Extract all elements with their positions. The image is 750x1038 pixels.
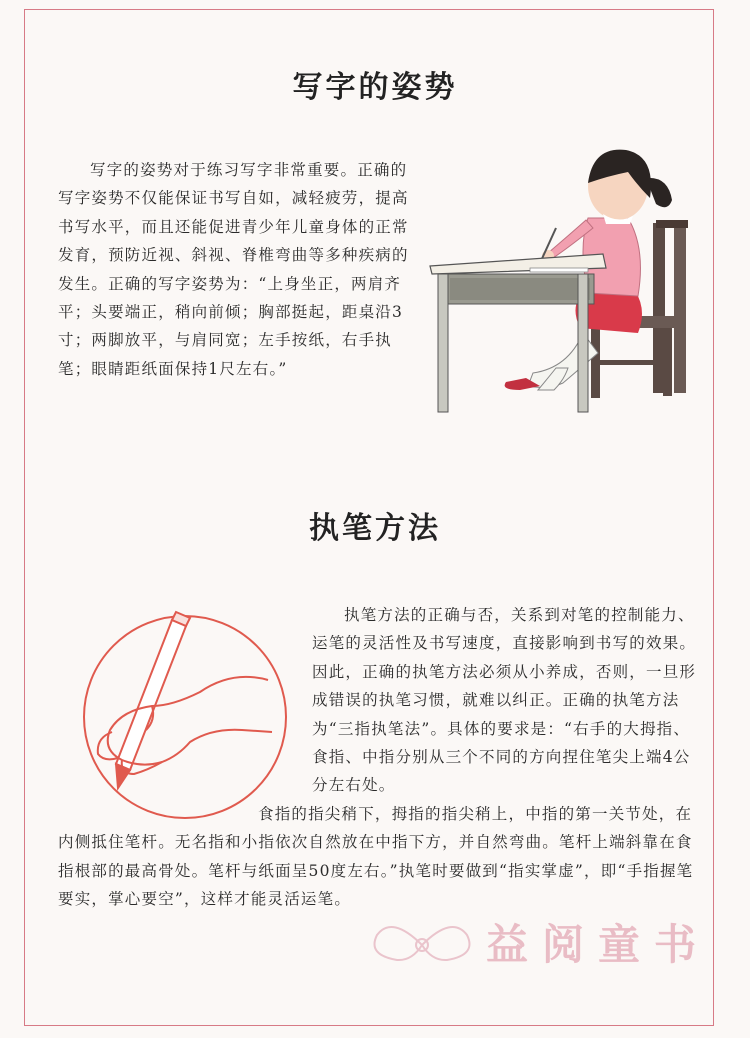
watermark-text: 益阅童书 <box>486 920 711 969</box>
section-title-writing-posture: 写字的姿势 <box>292 70 458 105</box>
watermark-logo-icon <box>362 905 482 985</box>
paragraph-pen-holding-detail: 食指的指尖稍下，拇指的指尖稍上，中指的第一关节处，在内侧抵住笔杆。无名指和小指依次自然放在中指下方，并自然弯曲。笔杆上端斜靠在食指根部的最高骨处。笔杆与纸面呈50度左右。”执笔时要做到“指实掌虚”，即“手指握笔要实，掌心要空”，这样才能灵活运笔。 <box>58 805 694 909</box>
girl-writing-illustration <box>428 128 698 413</box>
paragraph-pen-holding-intro: 执笔方法的正确与否，关系到对笔的控制能力、运笔的灵活性及书写速度，直接影响到书写的效果。因此，正确的执笔方法必须从小养成，否则，一旦形成错误的执笔习惯，就难以纠正。正确的执笔方法为“三指执笔法”。具体的要求是：“右手的大拇指、食指、中指分别从三个不同的方向捏住笔尖上端4公分左右处。 <box>312 606 697 795</box>
section-title-pen-holding: 执笔方法 <box>309 511 441 546</box>
hand-holding-pencil-illustration <box>82 610 292 825</box>
paragraph-writing-posture: 写字的姿势对于练习写字非常重要。正确的写字姿势不仅能保证书写自如，减轻疲劳，提高书写水平，而且还能促进青少年儿童身体的正常发育，预防近视、斜视、脊椎弯曲等多种疾病的发生。正确的写字姿势为：“上身坐正，两肩齐平；头要端正，稍向前倾；胸部挺起，距桌沿3寸；两脚放平，与肩同宽；左手按纸，右手执笔；眼睛距纸面保持1尺左右。” <box>58 161 409 378</box>
